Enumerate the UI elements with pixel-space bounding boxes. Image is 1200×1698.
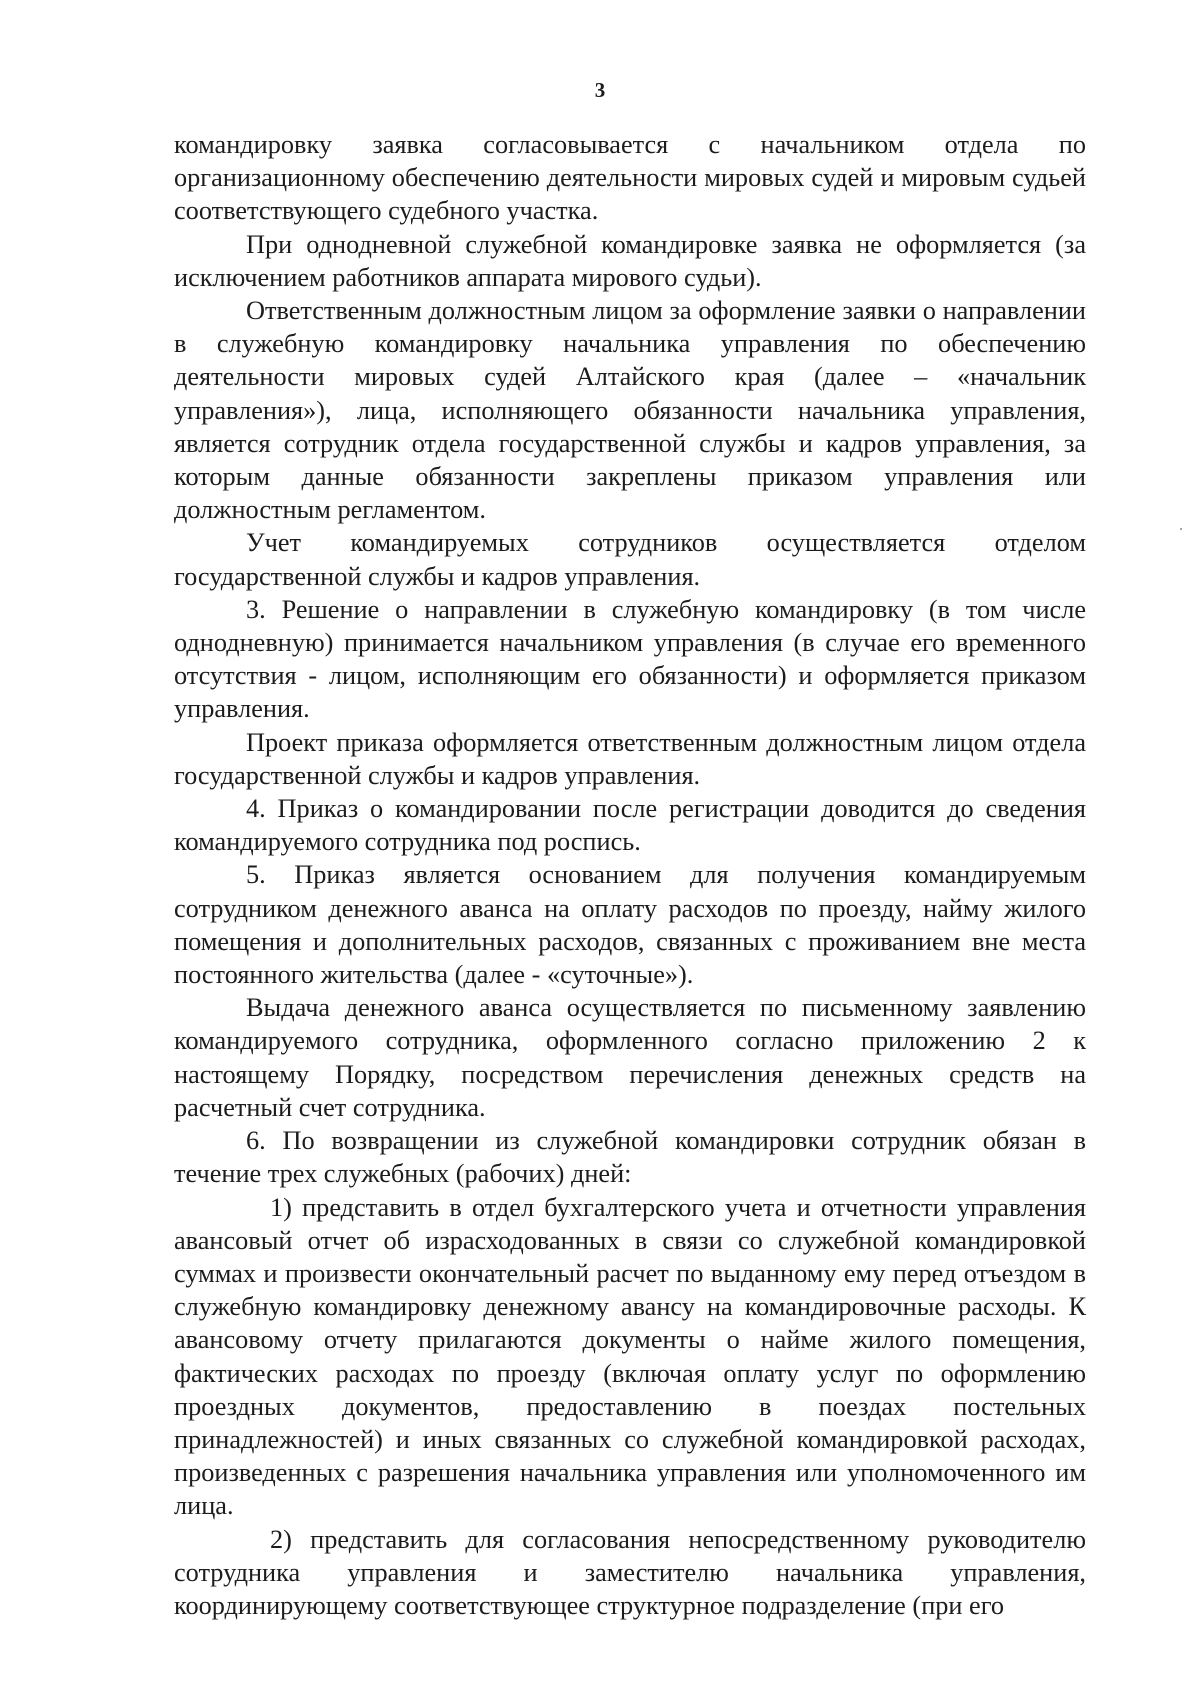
paragraph: 5. Приказ является основанием для получения командируемым сотрудником денежного аванса на оплату расходов по проезду, найму жилого помещения и дополнительных расходов, связанных с проживанием вне места постоянного жительства (далее - «суточные»).	[174, 860, 1086, 990]
paragraph: Выдача денежного аванса осуществляется по письменному заявлению командируемого сотрудника, оформленного согласно приложению 2 к настоящему Порядку, посредством перечисления денежных средств на расчетный счет сотрудника.	[174, 993, 1086, 1122]
paragraph: 3. Решение о направлении в служебную командировку (в том числе однодневную) принимается начальником управления (в случае его временного отсутствия - лицом, исполняющим его обязанности) и оформляется приказом управления.	[174, 594, 1086, 724]
scan-speck	[1180, 528, 1182, 530]
paragraph: 6. По возвращении из служебной командировки сотрудник обязан в течение трех служебных (рабочих) дней:	[174, 1126, 1086, 1189]
paragraph: Проект приказа оформляется ответственным должностным лицом отдела государственной службы и кадров управления.	[174, 727, 1086, 790]
paragraph: Ответственным должностным лицом за оформление заявки о направлении в служебную командировку начальника управления по обеспечению деятельности мировых судей Алтайского края (далее – «начальник управления»), лица, исполняющего обязанности начальника управления, является сотрудник отдела государственной службы и кадров управления, за которым данные обязанности закреплены приказом управления или должностным регламентом.	[174, 296, 1086, 525]
page-number: 3	[594, 78, 606, 102]
document-body	[174, 128, 1086, 1622]
paragraph: 1) представить в отдел бухгалтерского учета и отчетности управления авансовый отчет об израсходованных в связи со служебной командировкой суммах и произвести окончательный расчет по выданному ему перед отъездом в служебную командировку денежному авансу на командировочные расходы. К авансовому отчету прилагаются документы о найме жилого помещения, фактических расходах по проезду (включая оплату услуг по оформлению проездных документов, предоставлению в поездах постельных принадлежностей) и иных связанных со служебной командировкой расходах, произведенных с разрешения начальника управления или уполномоченного им лица.	[174, 1192, 1086, 1521]
paragraph: При однодневной служебной командировке заявка не оформляется (за исключением работников аппарата мирового судьи).	[174, 229, 1086, 292]
paragraph: Учет командируемых сотрудников осуществляется отделом государственной службы и кадров управления.	[174, 528, 1086, 591]
paragraph: 2) представить для согласования непосредственному руководителю сотрудника управления и заместителю начальника управления, координирующему соответствующее структурное подразделение (при его	[174, 1524, 1086, 1620]
paragraph: 4. Приказ о командировании после регистрации доводится до сведения командируемого сотрудника под роспись.	[174, 794, 1086, 857]
paragraph: командировку заявка согласовывается с начальником отдела по организационному обеспечению деятельности мировых судей и мировым судьей соответствующего судебного участка.	[174, 130, 1086, 226]
